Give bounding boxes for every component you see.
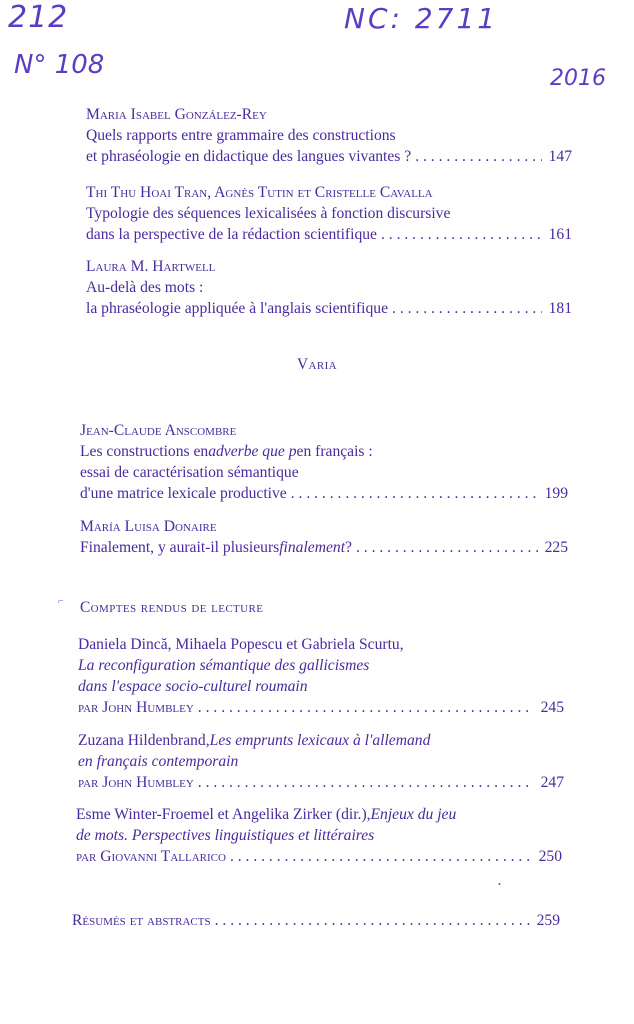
review-entry [78,634,564,718]
reviewer: par Giovanni Tallarico [76,848,226,865]
dot-leader [198,697,534,718]
entry-title-last-line [86,298,572,319]
entry-title-last-line [80,483,568,504]
pen-mark: ⌐ [58,596,64,607]
entry-title: Au-delà des mots : [86,279,204,296]
entry-authors: Jean-Claude Anscombre [80,422,237,439]
pen-dot: • [498,880,501,889]
dot-leader [415,146,542,167]
page-number: 161 [548,226,572,243]
review-title: La reconfiguration sémantique des gallicismes [78,657,370,674]
entry-title-last-line [86,224,572,245]
review-authors [78,730,564,751]
dot-leader [198,772,534,793]
abstracts-label: Résumés et abstracts [72,912,211,929]
handwritten-call-number: NC: 2711 [344,2,499,35]
entry-title-italic: adverbe que p [208,443,297,460]
toc-entry [86,256,572,319]
dot-leader [392,298,542,319]
abstracts-line [72,910,560,931]
handwritten-shelf-number: 212 [8,0,69,35]
entry-authors: María Luisa Donaire [80,518,217,535]
entry-authors: Thi Thu Hoai Tran, Agnès Tutin et Cristelle Cavalla [86,184,433,201]
dot-leader [291,483,538,504]
entry-title [80,441,568,462]
entry-authors: Maria Isabel González-Rey [86,106,267,123]
handwritten-year: 2016 [550,66,606,91]
entry-title-text: et phraséologie en didactique des langues vivantes ? [86,148,412,165]
entry-title-text: la phraséologie appliquée à l'anglais scientifique [86,300,389,317]
review-authors: Daniela Dincă, Mihaela Popescu et Gabriela Scurtu, [78,636,404,653]
review-authors [76,804,562,825]
review-author-text: Esme Winter-Froemel et Angelika Zirker (dir.), [76,806,371,823]
dot-leader [215,910,530,931]
entry-title-text: en français : [296,443,373,460]
review-by-line [78,697,564,718]
review-title: de mots. Perspectives linguistiques et littéraires [76,827,375,844]
handwritten-issue-number: N° 108 [14,50,105,80]
dot-leader [230,846,532,867]
reviewer: par John Humbley [78,774,194,791]
section-heading-reviews: Comptes rendus de lecture [80,599,264,616]
review-title: Les emprunts lexicaux à l'allemand [209,732,431,749]
entry-title: essai de caractérisation sémantique [80,464,299,481]
section-heading-varia: Varia [296,356,337,373]
review-by-line [76,846,562,867]
toc-entry [80,516,568,558]
reviewer: par John Humbley [78,699,194,716]
page-number: 225 [544,539,568,556]
entry-title: Quels rapports entre grammaire des constructions [86,127,396,144]
review-author-text: Zuzana Hildenbrand, [78,732,210,749]
entry-title: Typologie des séquences lexicalisées à fonction discursive [86,205,451,222]
page-number: 247 [540,774,564,791]
dot-leader [356,537,538,558]
page-number: 199 [544,485,568,502]
toc-entry [80,420,568,504]
entry-title-last-line [86,146,572,167]
entry-title-last-line [80,537,568,558]
entry-title-text: d'une matrice lexicale productive [80,485,287,502]
review-title: dans l'espace socio-culturel roumain [78,678,308,695]
review-title: en français contemporain [78,753,239,770]
entry-title-text: Finalement, y aurait-il plusieurs [80,539,280,556]
review-entry [78,730,564,793]
toc-entry [86,104,572,167]
review-title: Enjeux du jeu [370,806,457,823]
dot-leader [381,224,542,245]
page-number: 259 [536,912,560,929]
review-by-line [78,772,564,793]
entry-title-text: Les constructions en [80,443,209,460]
entry-authors: Laura M. Hartwell [86,258,216,275]
page-number: 250 [538,848,562,865]
page-number: 245 [540,699,564,716]
page-number: 147 [548,148,572,165]
entry-title-italic: finalement [279,539,346,556]
entry-title-text: ? [345,539,352,556]
entry-title-text: dans la perspective de la rédaction scientifique [86,226,377,243]
toc-entry-abstracts [72,910,560,931]
review-entry [76,804,562,867]
toc-entry [86,182,572,245]
page-number: 181 [548,300,572,317]
